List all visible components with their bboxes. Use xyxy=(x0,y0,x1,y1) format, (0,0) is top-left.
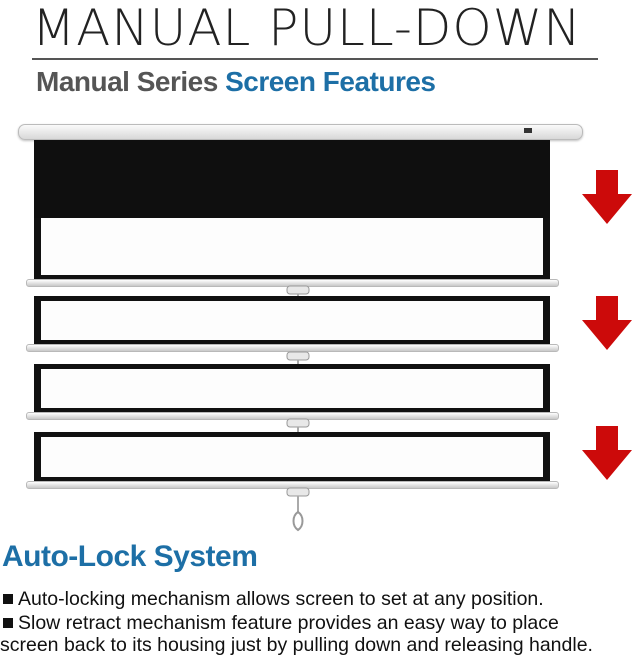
title-divider xyxy=(32,58,598,60)
page-subtitle xyxy=(36,66,435,98)
brand-logo xyxy=(524,128,532,133)
subtitle-features: Screen Features xyxy=(225,66,436,97)
section-heading: Auto-Lock System xyxy=(2,540,258,573)
page-title: MANUAL PULL-DOWN xyxy=(32,0,582,57)
down-arrow-icon xyxy=(582,296,632,350)
subtitle-series: Manual Series xyxy=(36,66,218,97)
screen-casing xyxy=(18,124,583,140)
down-arrow-icon xyxy=(582,426,632,480)
screen-white-surface xyxy=(41,437,543,477)
screen-white-surface xyxy=(41,369,543,408)
screen-frame-full xyxy=(34,140,550,280)
list-item-continuation: screen back to its housing just by pulling down and releasing handle. xyxy=(0,634,593,656)
screen-frame-position-4 xyxy=(34,432,550,482)
list-item-text: Auto-locking mechanism allows screen to set at any position. xyxy=(18,588,544,610)
bullet-square-icon xyxy=(3,618,13,628)
feature-list xyxy=(0,588,640,656)
list-item xyxy=(0,588,640,610)
screen-black-drop xyxy=(34,140,550,218)
screen-illustration xyxy=(0,118,640,538)
list-item xyxy=(0,612,640,634)
screen-white-surface xyxy=(41,218,543,275)
screen-frame-position-3 xyxy=(34,364,550,413)
screen-white-surface xyxy=(41,301,543,340)
down-arrow-icon xyxy=(582,170,632,224)
list-item-text: Slow retract mechanism feature provides an easy way to place xyxy=(18,612,559,634)
screen-frame-position-2 xyxy=(34,296,550,345)
bullet-square-icon xyxy=(3,594,13,604)
pull-handle-icon xyxy=(283,486,313,534)
